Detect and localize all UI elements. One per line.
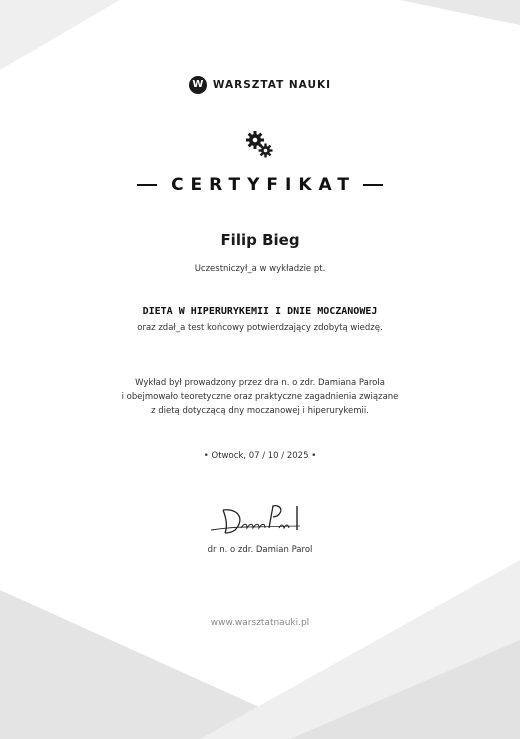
description-line: i obejmowało teoretyczne oraz praktyczne zagadnienia związane [121,392,399,402]
logo-w-icon: W [189,76,207,94]
website-link[interactable]: www.warsztatnauki.pl [210,618,310,628]
description-line: Wykład był prowadzony przez dra n. o zdr. Damiana Parola [135,378,385,388]
signature [0,500,520,542]
gears-icon [0,130,520,160]
place-and-date: • Otwock, 07 / 10 / 2025 • [203,451,317,461]
brand-name: WARSZTAT NAUKI [212,79,332,91]
certificate-title: CERTYFIKAT [171,175,356,195]
title-dash-right [363,184,383,186]
brand-logo [0,75,520,95]
lecture-description [0,376,520,418]
lecture-title: DIETA W HIPERURYKEMII I DNIE MOCZANOWEJ [142,306,378,317]
title-dash-left [137,184,157,186]
recipient-name: Filip Bieg [220,231,300,249]
description-line: z dietą dotyczącą dny moczanowej i hiperurykemii. [151,406,369,416]
participation-text: Uczestniczył_a w wykładzie pt. [194,264,326,274]
certificate-title-row [0,174,520,196]
test-passed-text: oraz zdał_a test końcowy potwierdzający zdobytą wiedzę. [137,323,383,333]
signer-name: dr n. o zdr. Damian Parol [207,545,313,555]
